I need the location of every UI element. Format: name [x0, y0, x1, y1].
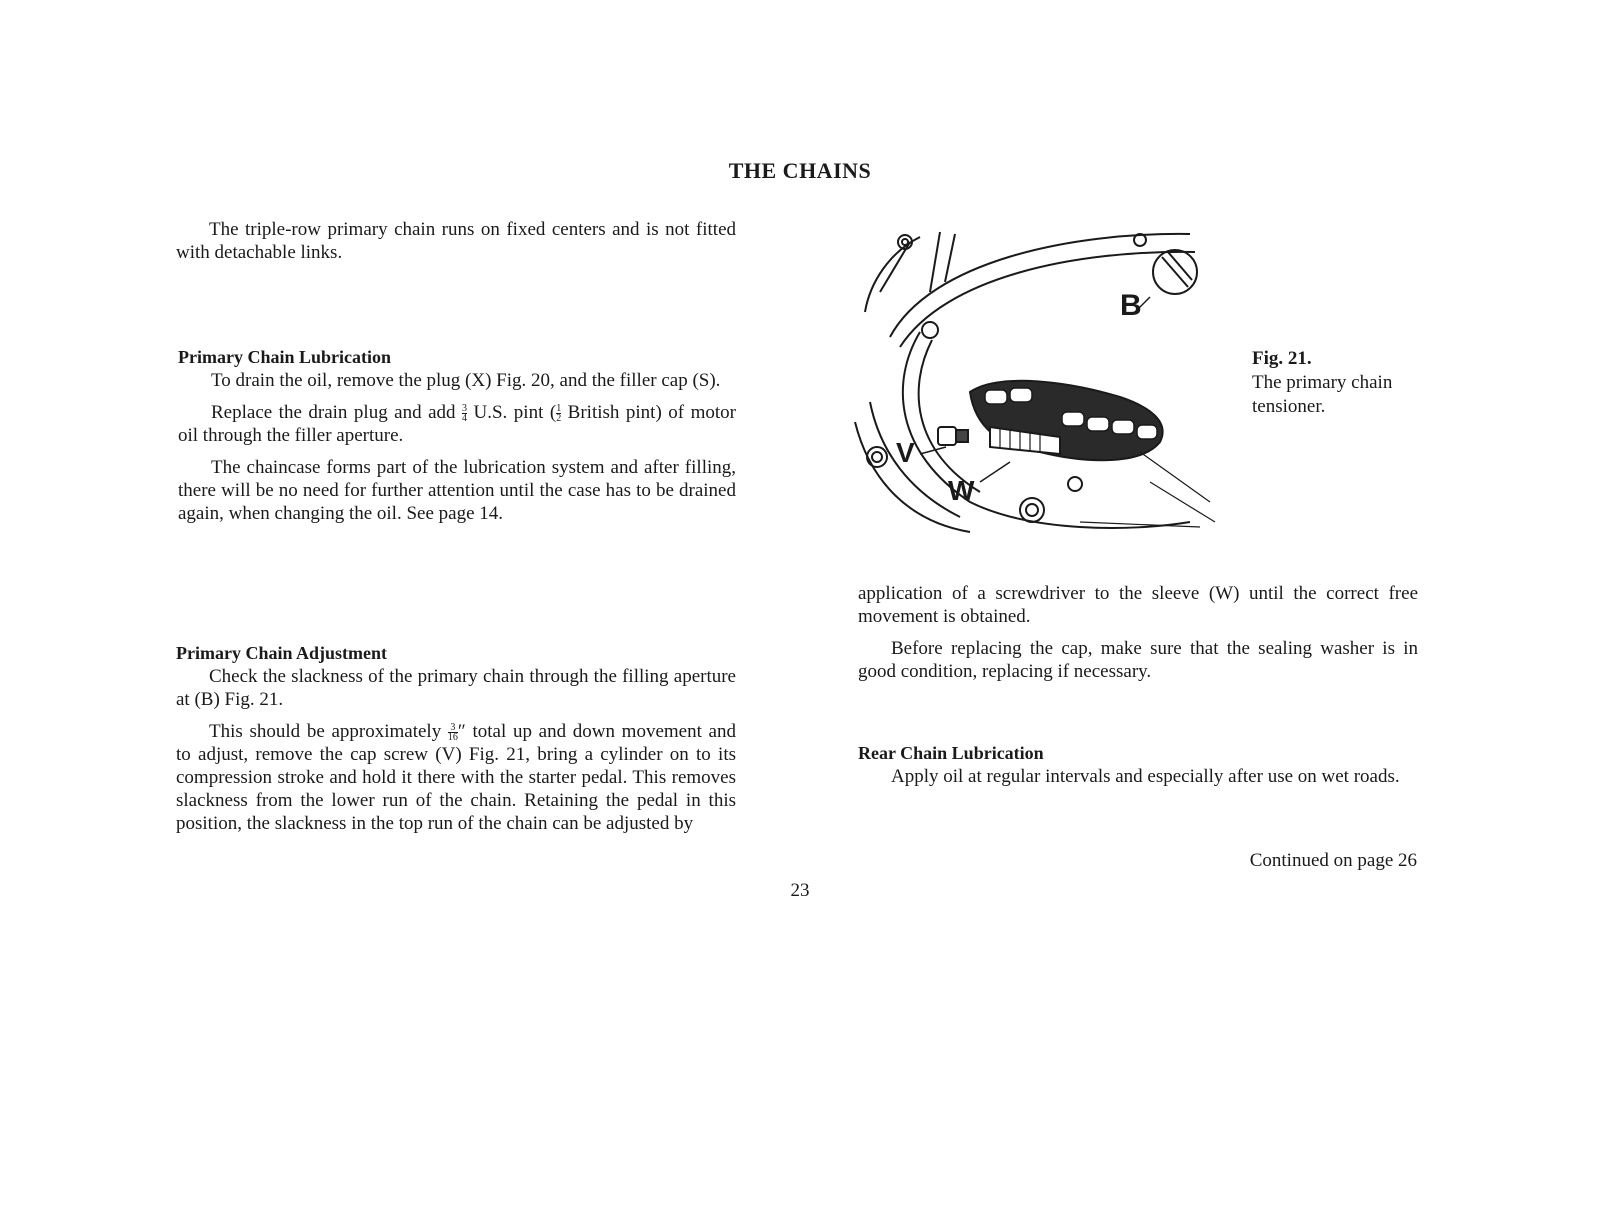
page-number: 23	[790, 880, 810, 901]
figure-caption-number: Fig. 21.	[1252, 348, 1312, 369]
page-title: THE CHAINS	[728, 158, 872, 183]
fraction-three-sixteenths: $\frac{3}{16}$	[447, 722, 458, 744]
figure-label-b: B	[1120, 289, 1142, 322]
adjustment-paragraph-1: Check the slackness of the primary chain through the filling aperture at (B) Fig. 21.	[176, 666, 736, 710]
lubrication-paragraph-1: To drain the oil, remove the plug (X) Fig. 20, and the filler cap (S).	[211, 370, 721, 391]
rear-lubrication-paragraph: Apply oil at regular intervals and especially after use on wet roads.	[891, 766, 1400, 787]
primary-lubrication-section	[178, 346, 736, 534]
adjustment-paragraph-2: This should be approximately $\frac{3}{16}$ ″ total up and down movement and to adjust, remove the cap screw (V) Fig. 21, bring a cylinder on to its compression stroke and hold it there with the starter pedal. This removes slackness from the lower run of the chain. Retaining the pedal in this position, the slackness in the top run of the chain can be adjusted by	[176, 721, 736, 834]
lubrication-paragraph-3: The chaincase forms part of the lubrication system and after filling, there will be no need for further attention until the case has to be drained again, when changing the oil. See page 14.	[178, 457, 736, 524]
figure-label-w: W	[948, 475, 975, 506]
rear-lubrication-section	[858, 742, 1418, 797]
right-paragraph-2: Before replacing the cap, make sure that the sealing washer is in good condition, replacing if necessary.	[858, 638, 1418, 682]
right-paragraph-1: application of a screwdriver to the sleeve (W) until the correct free movement is obtained.	[858, 583, 1418, 627]
intro-paragraph: The triple-row primary chain runs on fixed centers and is not fitted with detachable links.	[176, 219, 736, 263]
figure-caption-text: The primary chain tensioner.	[1252, 372, 1393, 417]
right-column	[858, 582, 1418, 692]
rear-lubrication-heading: Rear Chain Lubrication	[858, 743, 1044, 763]
primary-adjustment-section	[176, 642, 736, 844]
figure-label-v: V	[896, 437, 915, 468]
fraction-one-half: $\frac{1}{2}$	[556, 403, 562, 425]
chain-tensioner-figure	[850, 222, 1220, 542]
fraction-three-quarters: $\frac{3}{4}$	[462, 403, 468, 425]
figure-caption	[1252, 347, 1412, 419]
lubrication-paragraph-2: Replace the drain plug and add $\frac{3}{4}$ U.S. pint ( $\frac{1}{2}$ British pint) of motor oil through the filler aperture.	[178, 402, 736, 446]
continued-note: Continued on page 26	[1249, 850, 1417, 871]
left-column	[176, 218, 736, 273]
primary-lubrication-heading: Primary Chain Lubrication	[178, 347, 392, 367]
primary-adjustment-heading: Primary Chain Adjustment	[176, 643, 387, 663]
